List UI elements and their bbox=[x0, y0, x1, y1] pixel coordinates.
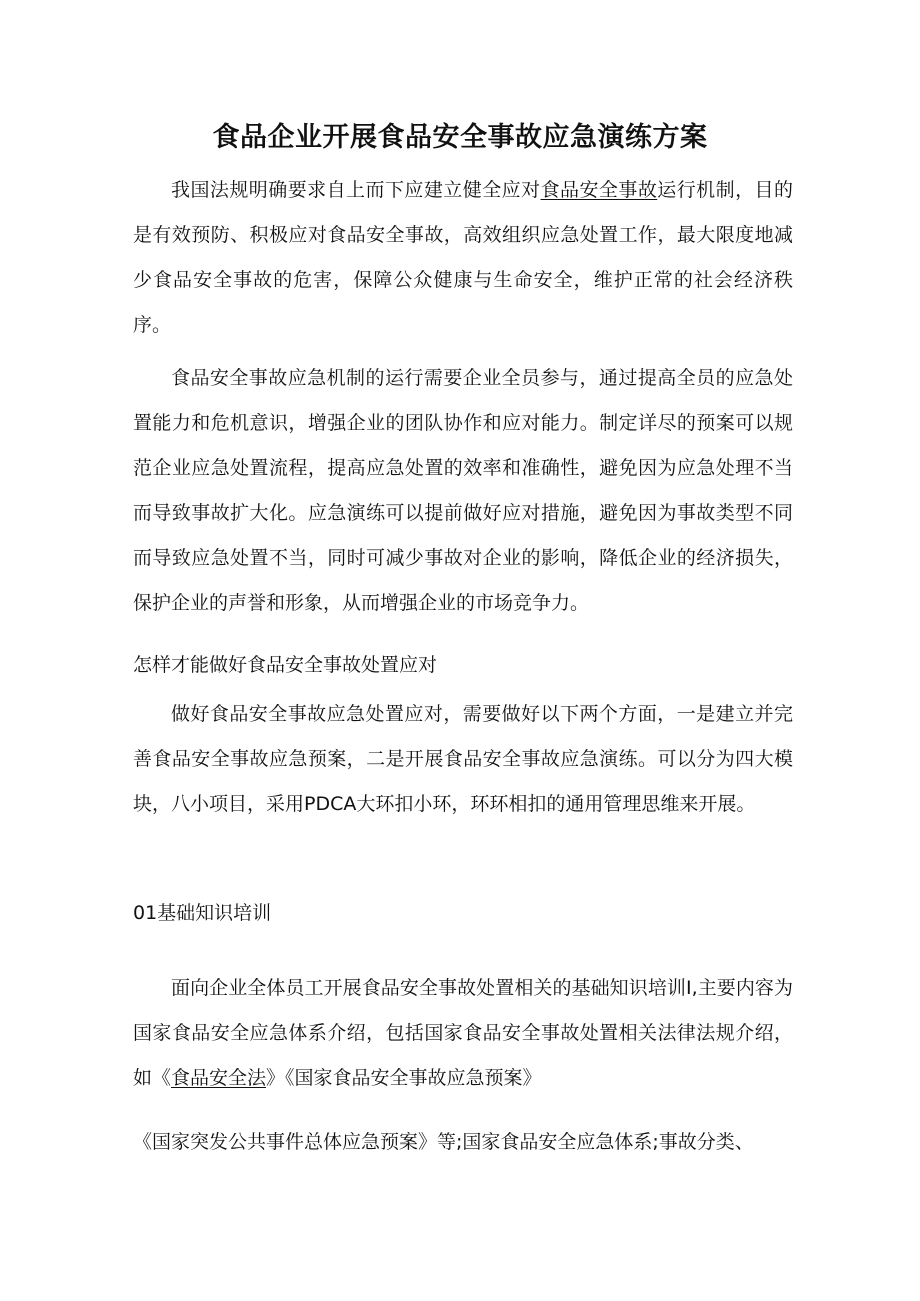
paragraph-intro-text-a: 我国法规明确要求自上而下应建立健全应对 bbox=[171, 179, 541, 201]
section-heading-how-to: 怎样才能做好食品安全事故处置应对 bbox=[133, 654, 438, 676]
section-heading-training: 01基础知识培训 bbox=[133, 902, 272, 924]
document-title: 食品企业开展食品安全事故应急演练方案 bbox=[212, 122, 708, 153]
paragraph-continuation: 《国家突发公共事件总体应急预案》等;国家食品安全应急体系;事故分类、 bbox=[133, 1131, 754, 1153]
paragraph-training bbox=[133, 966, 793, 1101]
food-safety-law-link[interactable]: 食品安全法 bbox=[171, 1067, 267, 1089]
paragraph-mechanism: 食品安全事故应急机制的运行需要企业全员参与，通过提高全员的应急处置能力和危机意识，增强企业的团队协作和应对能力。制定详尽的预案可以规范企业应急处置流程，提高应急处置的效率和准确性，避免因为应急处理不当而导致事故扩大化。应急演练可以提前做好应对措施，避免因为事故类型不同而导致应急处置不当，同时可减少事故对企业的影响，降低企业的经济损失，保护企业的声誉和形象，从而增强企业的市场竞争力。 bbox=[133, 367, 793, 614]
paragraph-intro bbox=[133, 168, 793, 348]
paragraph-training-text-b: 》《国家食品安全事故应急预案》 bbox=[266, 1067, 542, 1089]
food-safety-incident-link[interactable]: 食品安全事故 bbox=[540, 179, 658, 201]
paragraph-intro-text-b: 运行机制，目的是有效预防、积极应对食品安全事故，高效组织应急处置工作，最大限度地减少食品安全事故的危害，保障公众健康与生命安全，维护正常的社会经济秩序。 bbox=[133, 179, 793, 336]
paragraph-training-text-a: 面向企业全体员工开展食品安全事故处置相关的基础知识培训I,主要内容为国家食品安全应急体系介绍，包括国家食品安全事故处置相关法律法规介绍，如《 bbox=[133, 977, 793, 1089]
paragraph-approach: 做好食品安全事故应急处置应对，需要做好以下两个方面，一是建立并完善食品安全事故应急预案，二是开展食品安全事故应急演练。可以分为四大模块，八小项目，采用PDCA大环扣小环，环环相扣的通用管理思维来开展。 bbox=[133, 703, 793, 815]
